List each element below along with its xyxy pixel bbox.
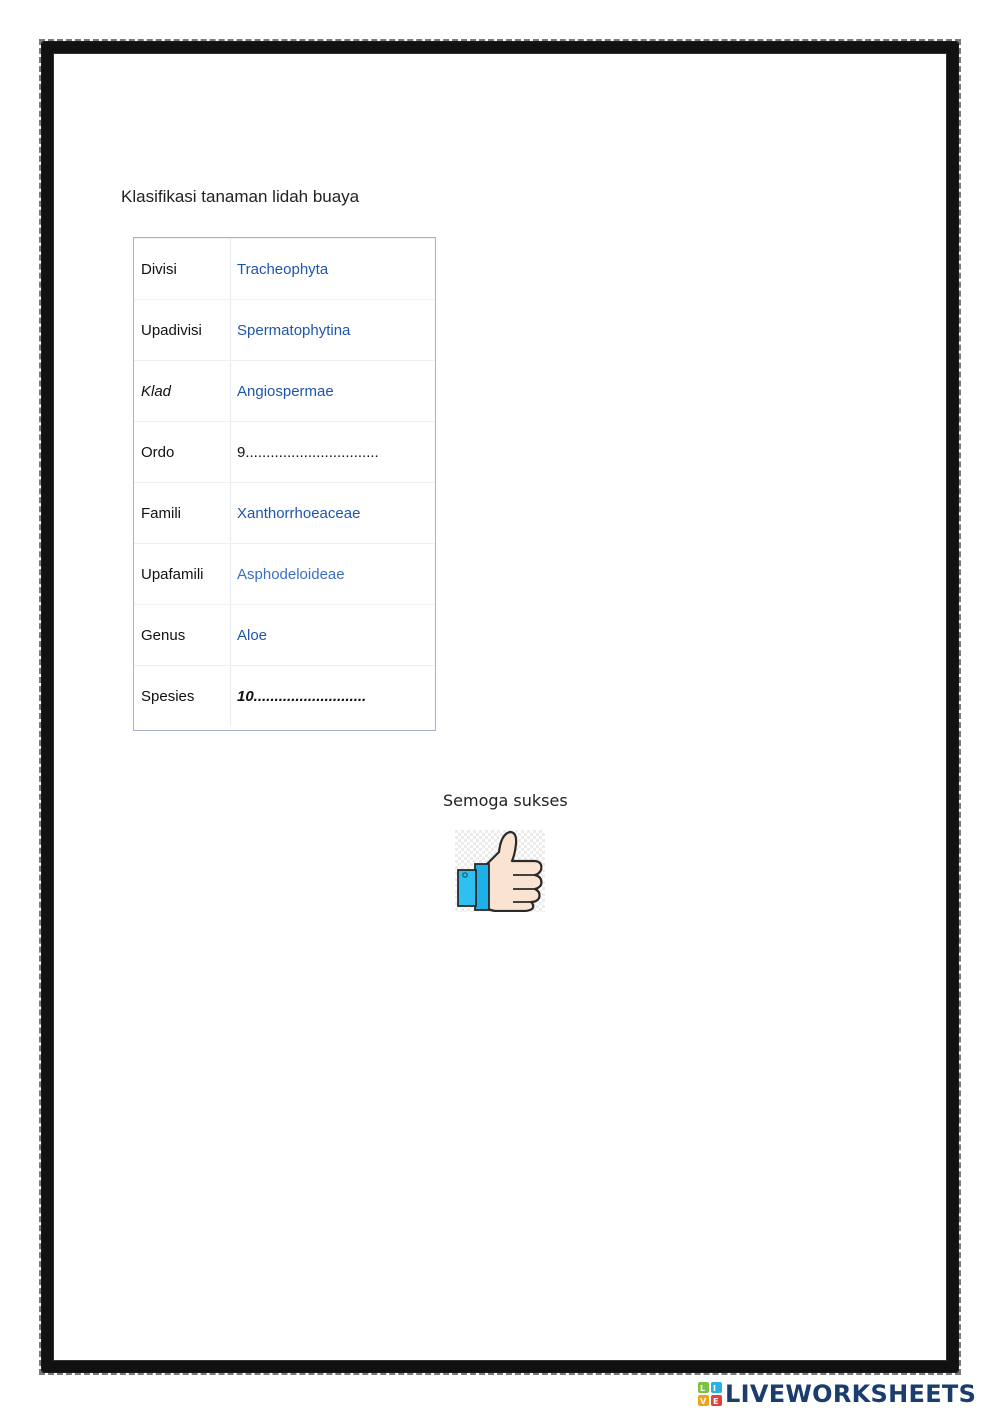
svg-text:E: E [713,1397,719,1406]
table-row [134,482,435,543]
rank-value[interactable]: Asphodeloideae [237,565,345,583]
table-row [134,421,435,482]
rank-label: Divisi [134,239,231,299]
answer-field-spesies[interactable]: 10........................... [237,687,367,705]
answer-field-ordo[interactable]: 9................................ [237,443,379,461]
rank-value[interactable]: Angiospermae [237,382,334,400]
liveworksheets-logo-icon [698,1382,722,1406]
table-row [134,238,435,299]
rank-label: Genus [134,605,231,665]
svg-text:L: L [700,1384,706,1393]
thumbs-up-icon [455,830,545,912]
rank-label: Klad [134,361,231,421]
rank-label: Upafamili [134,544,231,604]
table-row [134,360,435,421]
rank-label: Upadivisi [134,300,231,360]
worksheet-title: Klasifikasi tanaman lidah buaya [121,187,360,206]
rank-value[interactable]: Xanthorrhoeaceae [237,504,361,522]
table-row [134,543,435,604]
svg-text:I: I [713,1384,716,1393]
rank-value[interactable]: Spermatophytina [237,321,351,339]
classification-table [133,237,436,731]
table-row [134,299,435,360]
table-row [134,665,435,726]
brand-name: LIVEWORKSHEETS [725,1380,977,1408]
rank-value[interactable]: Tracheophyta [237,260,329,278]
svg-text:V: V [700,1397,707,1406]
rank-label: Famili [134,483,231,543]
brand-logo[interactable] [698,1379,976,1409]
rank-value[interactable]: Aloe [237,626,268,644]
rank-label: Spesies [134,666,231,726]
rank-label: Ordo [134,422,231,482]
closing-message: Semoga sukses [443,791,568,810]
table-row [134,604,435,665]
